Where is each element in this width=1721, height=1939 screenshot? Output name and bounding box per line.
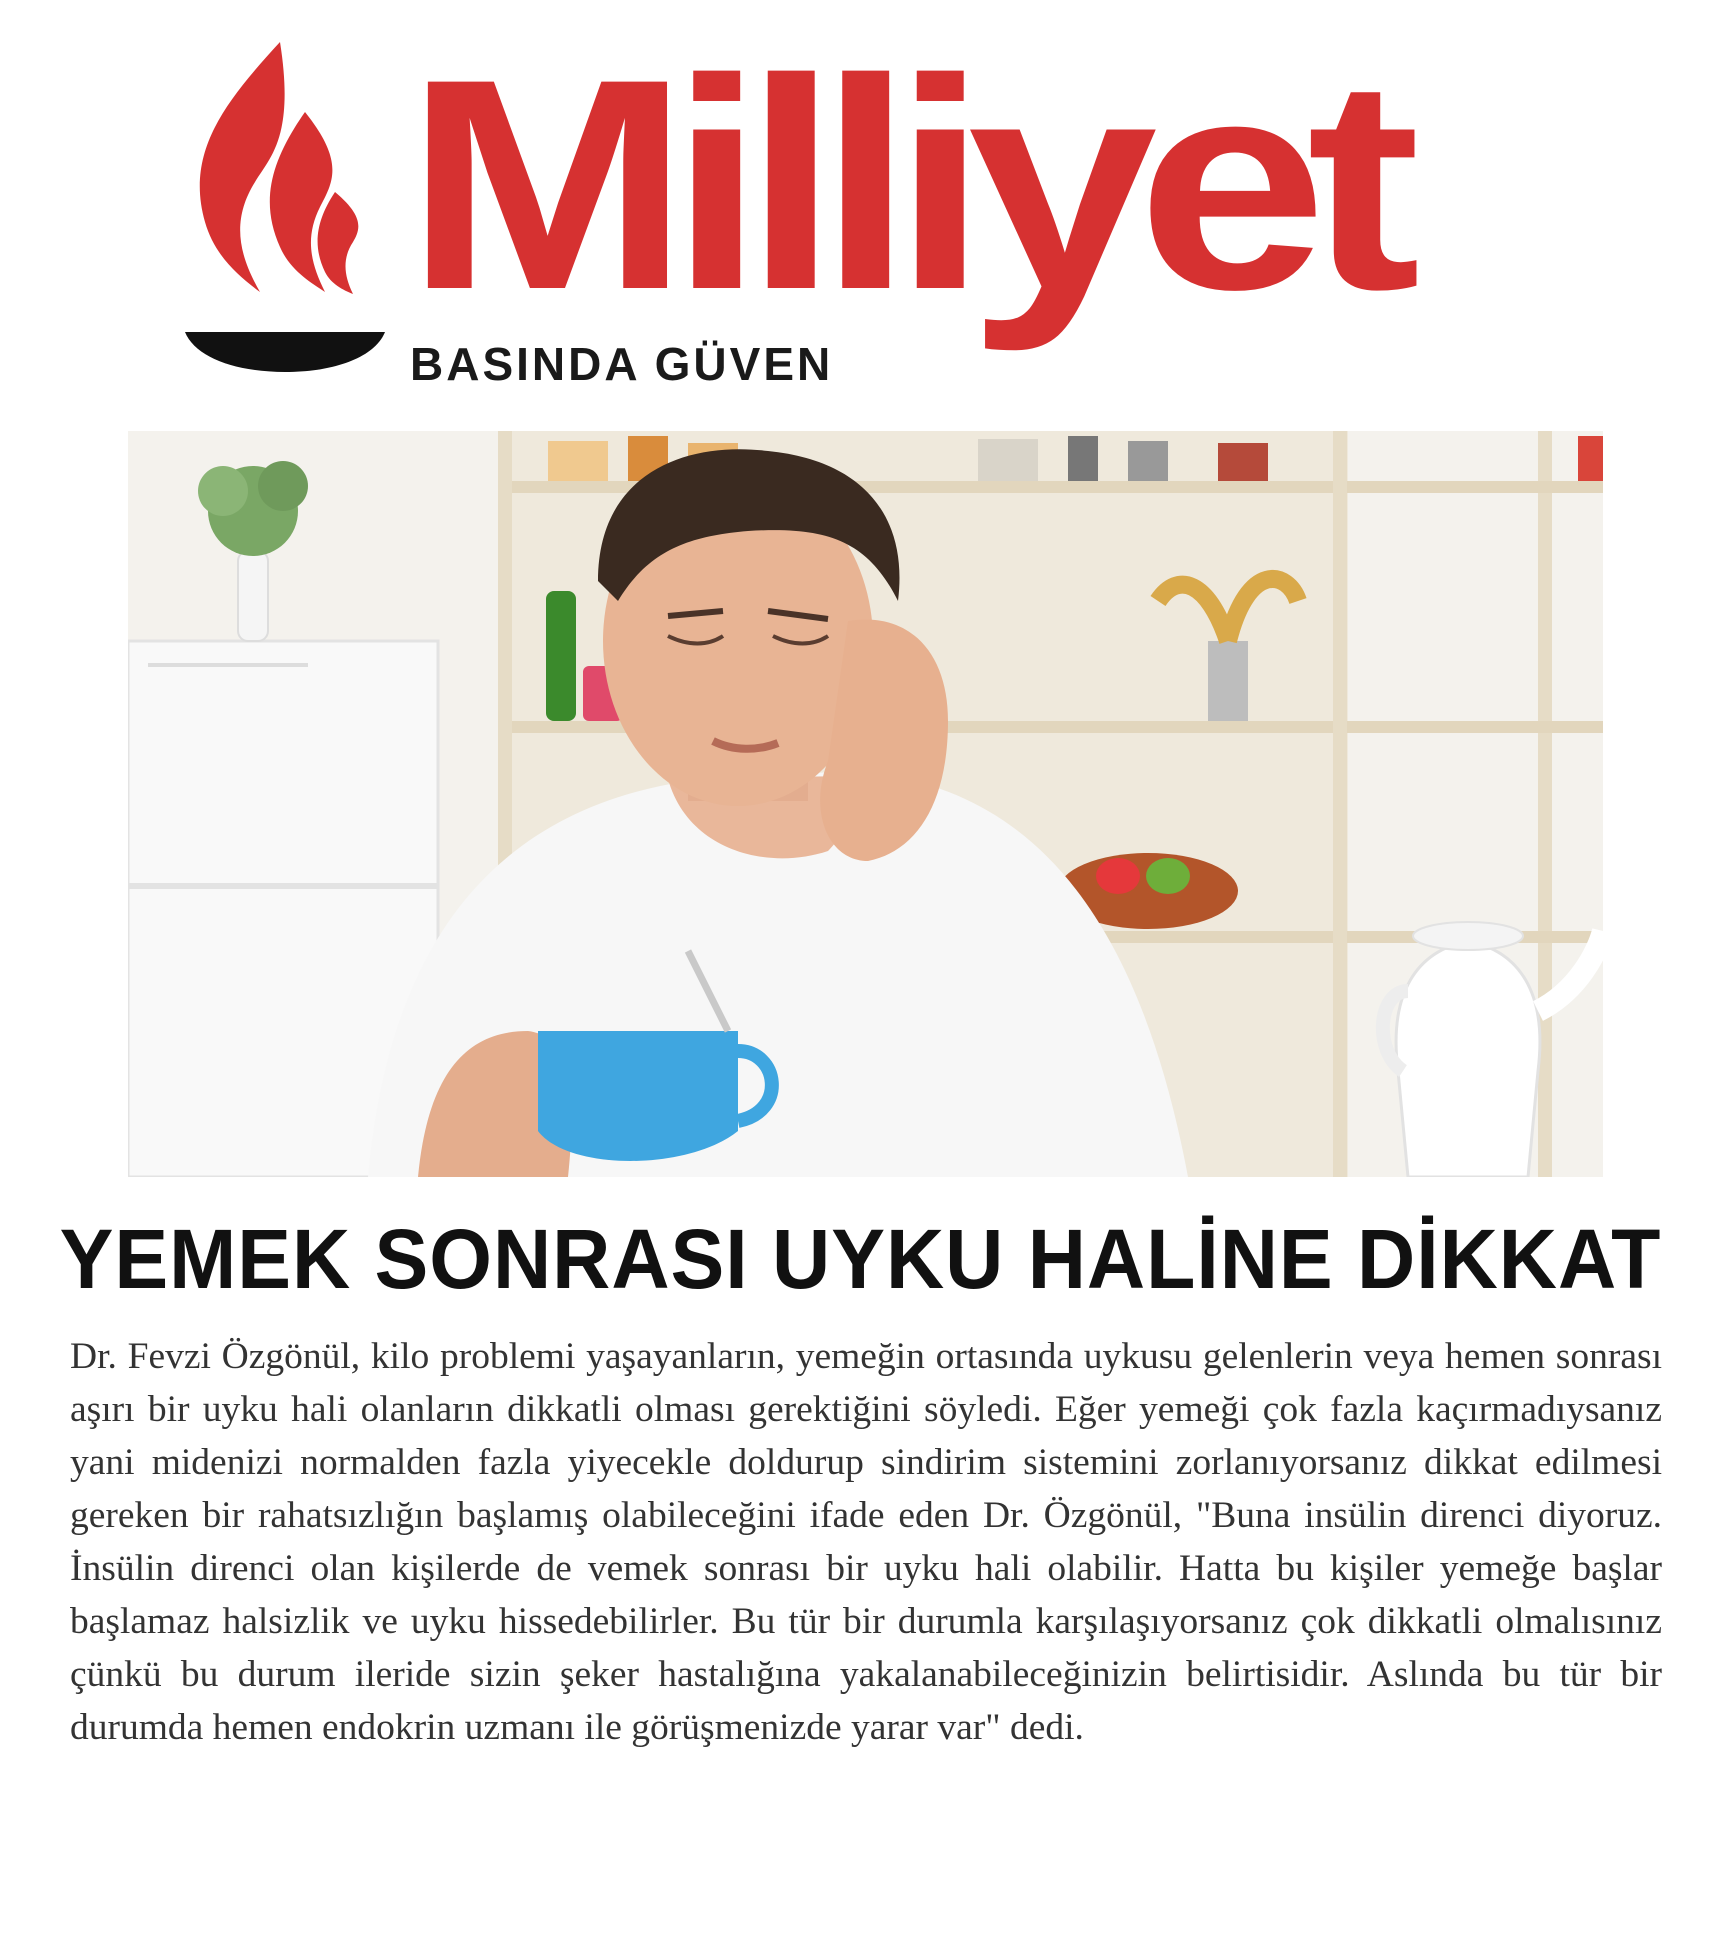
tired-man-photo-illustration xyxy=(128,431,1603,1177)
logo-wordmark: Milliyet xyxy=(405,16,1401,352)
article-photo xyxy=(128,431,1603,1177)
masthead xyxy=(0,0,1721,400)
logo-tagline: BASINDA GÜVEN xyxy=(410,338,834,390)
article-body: Dr. Fevzi Özgönül, kilo problemi yaşayanların, yemeğin ortasında uykusu gelenlerin veya hemen sonrası aşırı bir uyku hali olanların dikkatli olması gerektiğini söyledi. Eğer yemeği çok fazla kaçırmadıysanız yani midenizi normalden fazla yiyecekle doldurup sindirim sistemini zorlanıyorsanız dikkat edilmesi gereken bir rahatsızlığın başlamış olabileceğini ifade eden Dr. Özgönül, "Buna insülin direnci diyoruz. İnsülin direnci olan kişilerde de vemek sonrası bir uyku hali olabilir. Hatta bu kişiler yemeğe başlar başlamaz halsizlik ve uyku hissedebilirler. Bu tür bir durumla karşılaşıyorsanız çok dikkatli olmalısınız çünkü bu durum ileride sizin şeker hastalığına yakalanabileceğinizin belirtisidir. Aslında bu tür bir durumda hemen endokrin uzmanı ile görüşmenizde yarar var" dedi. xyxy=(70,1336,1662,1748)
article-headline: YEMEK SONRASI UYKU HALİNE DİKKAT xyxy=(59,1212,1662,1306)
flame-logo-icon xyxy=(185,42,385,372)
